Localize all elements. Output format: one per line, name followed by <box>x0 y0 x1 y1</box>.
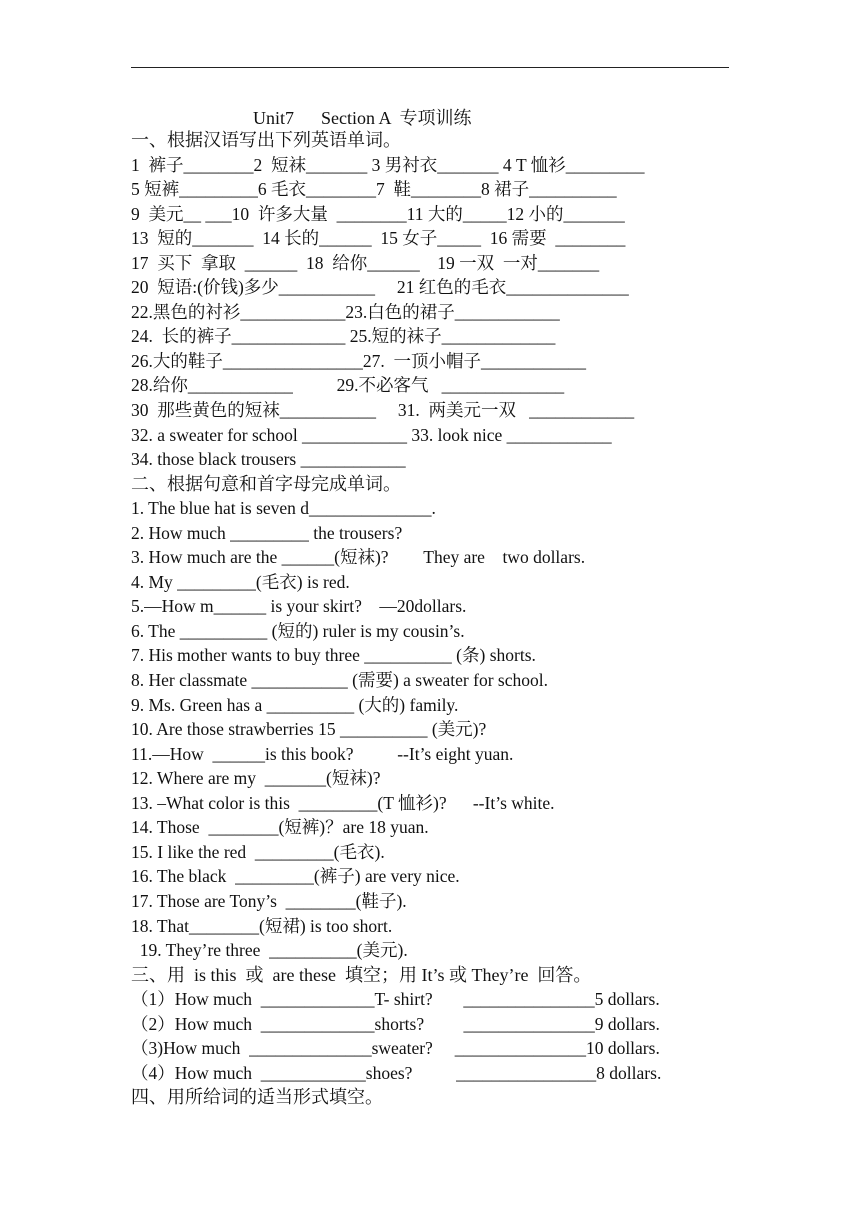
exercise-line: 16. The black _________(裤子) are very nice. <box>131 866 460 887</box>
exercise-line: 32. a sweater for school ____________ 33. look nice ____________ <box>131 424 612 445</box>
section-heading: 二、根据句意和首字母完成单词。 <box>131 473 401 494</box>
exercise-line: 24. 长的裤子_____________ 25.短的袜子_____________ <box>131 326 556 347</box>
exercise-line: 26.大的鞋子________________27. 一顶小帽子____________ <box>131 350 586 371</box>
exercise-line: 7. His mother wants to buy three __________ (条) shorts. <box>131 645 536 666</box>
exercise-line: 8. Her classmate ___________ (需要) a sweater for school. <box>131 670 548 691</box>
exercise-line: （4）How much ____________shoes? ________________8 dollars. <box>131 1062 662 1083</box>
exercise-line: 20 短语:(价钱)多少___________ 21 红色的毛衣______________ <box>131 277 629 298</box>
exercise-line: 9. Ms. Green has a __________ (大的) family. <box>131 694 459 715</box>
exercise-line: 30 那些黄色的短袜___________ 31. 两美元一双 ____________ <box>131 400 635 421</box>
section-heading: 三、用 is this 或 are these 填空；用 It’s 或 They’re 回答。 <box>131 964 592 985</box>
exercise-line: （2）How much _____________shorts? _______________9 dollars. <box>131 1013 660 1034</box>
exercise-line: 22.黑色的衬衫____________23.白色的裙子____________ <box>131 301 560 322</box>
exercise-line: 5 短裤_________6 毛衣________7 鞋________8 裙子__________ <box>131 179 617 200</box>
exercise-line: 5.—How m______ is your skirt? —20dollars. <box>131 596 467 617</box>
exercise-line: 17. Those are Tony’s ________(鞋子). <box>131 890 407 911</box>
page-title: Unit7 Section A 专项训练 <box>253 108 472 128</box>
exercise-line: 11.—How ______is this book? --It’s eight yuan. <box>131 743 514 764</box>
exercise-line: 34. those black trousers ____________ <box>131 449 406 470</box>
exercise-line: 19. They’re three __________(美元). <box>131 940 408 961</box>
exercise-line: 1 裤子________2 短袜_______ 3 男衬衣_______ 4 T 恤衫_________ <box>131 154 645 175</box>
exercise-line: 4. My _________(毛衣) is red. <box>131 571 350 592</box>
exercise-line: 13. –What color is this _________(T 恤衫)? --It’s white. <box>131 792 555 813</box>
exercise-line: 17 买下 拿取 ______ 18 给你______ 19 一双 一对_______ <box>131 252 600 273</box>
exercise-line: 13 短的_______ 14 长的______ 15 女子_____ 16 需要 ________ <box>131 228 626 249</box>
section-heading: 四、用所给词的适当形式填空。 <box>131 1087 383 1108</box>
worksheet-body <box>131 128 741 1110</box>
exercise-line: 9 美元__ ___10 许多大量 ________11 大的_____12 小的_______ <box>131 203 625 224</box>
exercise-line: （1）How much _____________T- shirt? _______________5 dollars. <box>131 989 660 1010</box>
exercise-line: 1. The blue hat is seven d______________. <box>131 498 436 519</box>
exercise-line: 18. That________(短裙) is too short. <box>131 915 393 936</box>
exercise-line: 28.给你____________ 29.不必客气 ______________ <box>131 375 565 396</box>
exercise-line: 10. Are those strawberries 15 __________ (美元)? <box>131 719 487 740</box>
top-rule <box>131 67 729 68</box>
exercise-line: 2. How much _________ the trousers? <box>131 522 403 543</box>
exercise-line: 14. Those ________(短裤)？are 18 yuan. <box>131 817 429 838</box>
exercise-line: 15. I like the red _________(毛衣). <box>131 841 385 862</box>
exercise-line: 12. Where are my _______(短袜)? <box>131 768 381 789</box>
exercise-line: （3)How much ______________sweater? _______________10 dollars. <box>131 1038 660 1059</box>
exercise-line: 3. How much are the ______(短袜)? They are two dollars. <box>131 547 586 568</box>
exercise-line: 6. The __________ (短的) ruler is my cousin’s. <box>131 620 465 641</box>
section-heading: 一、根据汉语写出下列英语单词。 <box>131 130 401 150</box>
